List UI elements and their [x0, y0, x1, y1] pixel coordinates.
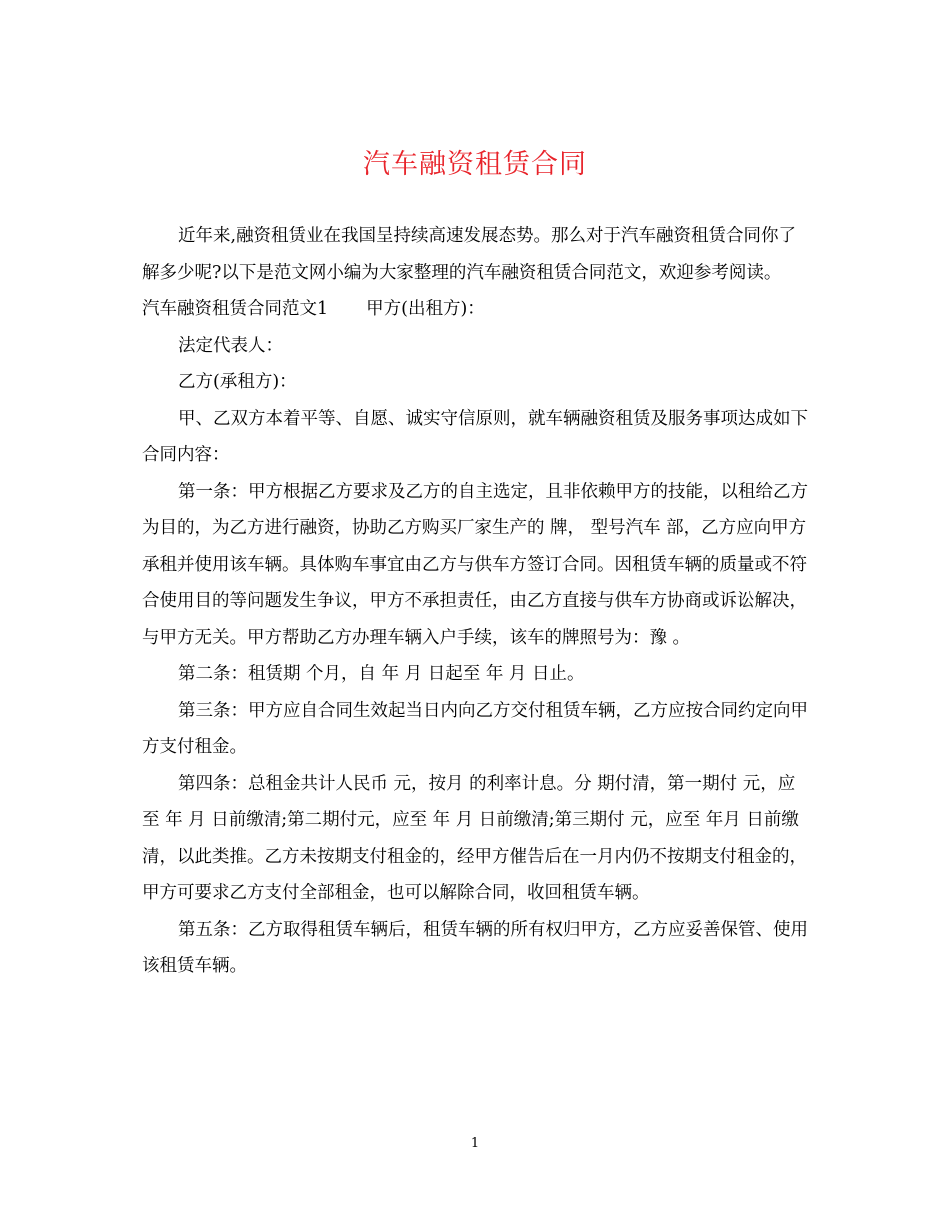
article-2: 第二条：租赁期 个月，自 年 月 日起至 年 月 日止。	[178, 664, 585, 684]
document-title: 汽车融资租赁合同	[363, 149, 587, 180]
article-1: 第一条：甲方根据乙方要求及乙方的自主选定，且非依赖甲方的技能，以租给乙方为目的，为乙方进行融资，协助乙方购买厂家生产的 牌， 型号汽车 部，乙方应向甲方承租并使用该车辆。具体购车事宜由乙方与供车方签订合同。因租赁车辆的质量或不符合使用目的等问题发生争议，甲方不承担责任，由乙方直接与供车方协商或诉讼解决，与甲方无关。甲方帮助乙方办理车辆入户手续，该车的牌照号为：豫 。	[142, 481, 808, 648]
article-5: 第五条：乙方取得租赁车辆后，租赁车辆的所有权归甲方，乙方应妥善保管、使用该租赁车辆。	[142, 919, 808, 976]
intro-paragraph: 近年来,融资租赁业在我国呈持续高速发展态势。那么对于汽车融资租赁合同你了解多少呢?以下是范文网小编为大家整理的汽车融资租赁合同范文，欢迎参考阅读。	[142, 226, 797, 283]
article-4: 第四条：总租金共计人民币 元，按月 的利率计息。分 期付清，第一期付 元，应至 年 月 日前缴清;第二期付元，应至 年 月 日前缴清;第三期付 元，应至 年月 日前缴清，以此类推。乙方未按期支付租金的，经甲方催告后在一月内仍不按期支付租金的，甲方可要求乙方支付全部租金，也可以解除合同，收回租赁车辆。	[142, 773, 807, 903]
page-number: 1	[470, 1136, 480, 1151]
article-3: 第三条：甲方应自合同生效起当日内向乙方交付租赁车辆，乙方应按合同约定向甲方支付租金。	[142, 700, 808, 757]
section-heading-line	[142, 291, 810, 328]
section-label: 汽车融资租赁合同范文1	[142, 299, 329, 319]
preamble-paragraph: 甲、乙双方本着平等、自愿、诚实守信原则，就车辆融资租赁及服务事项达成如下合同内容：	[142, 408, 808, 465]
party-b-label: 乙方(承租方)：	[178, 372, 297, 392]
legal-rep-label: 法定代表人：	[178, 335, 283, 356]
party-a-label: 甲方(出租方)：	[366, 299, 485, 319]
document-body	[142, 218, 810, 985]
